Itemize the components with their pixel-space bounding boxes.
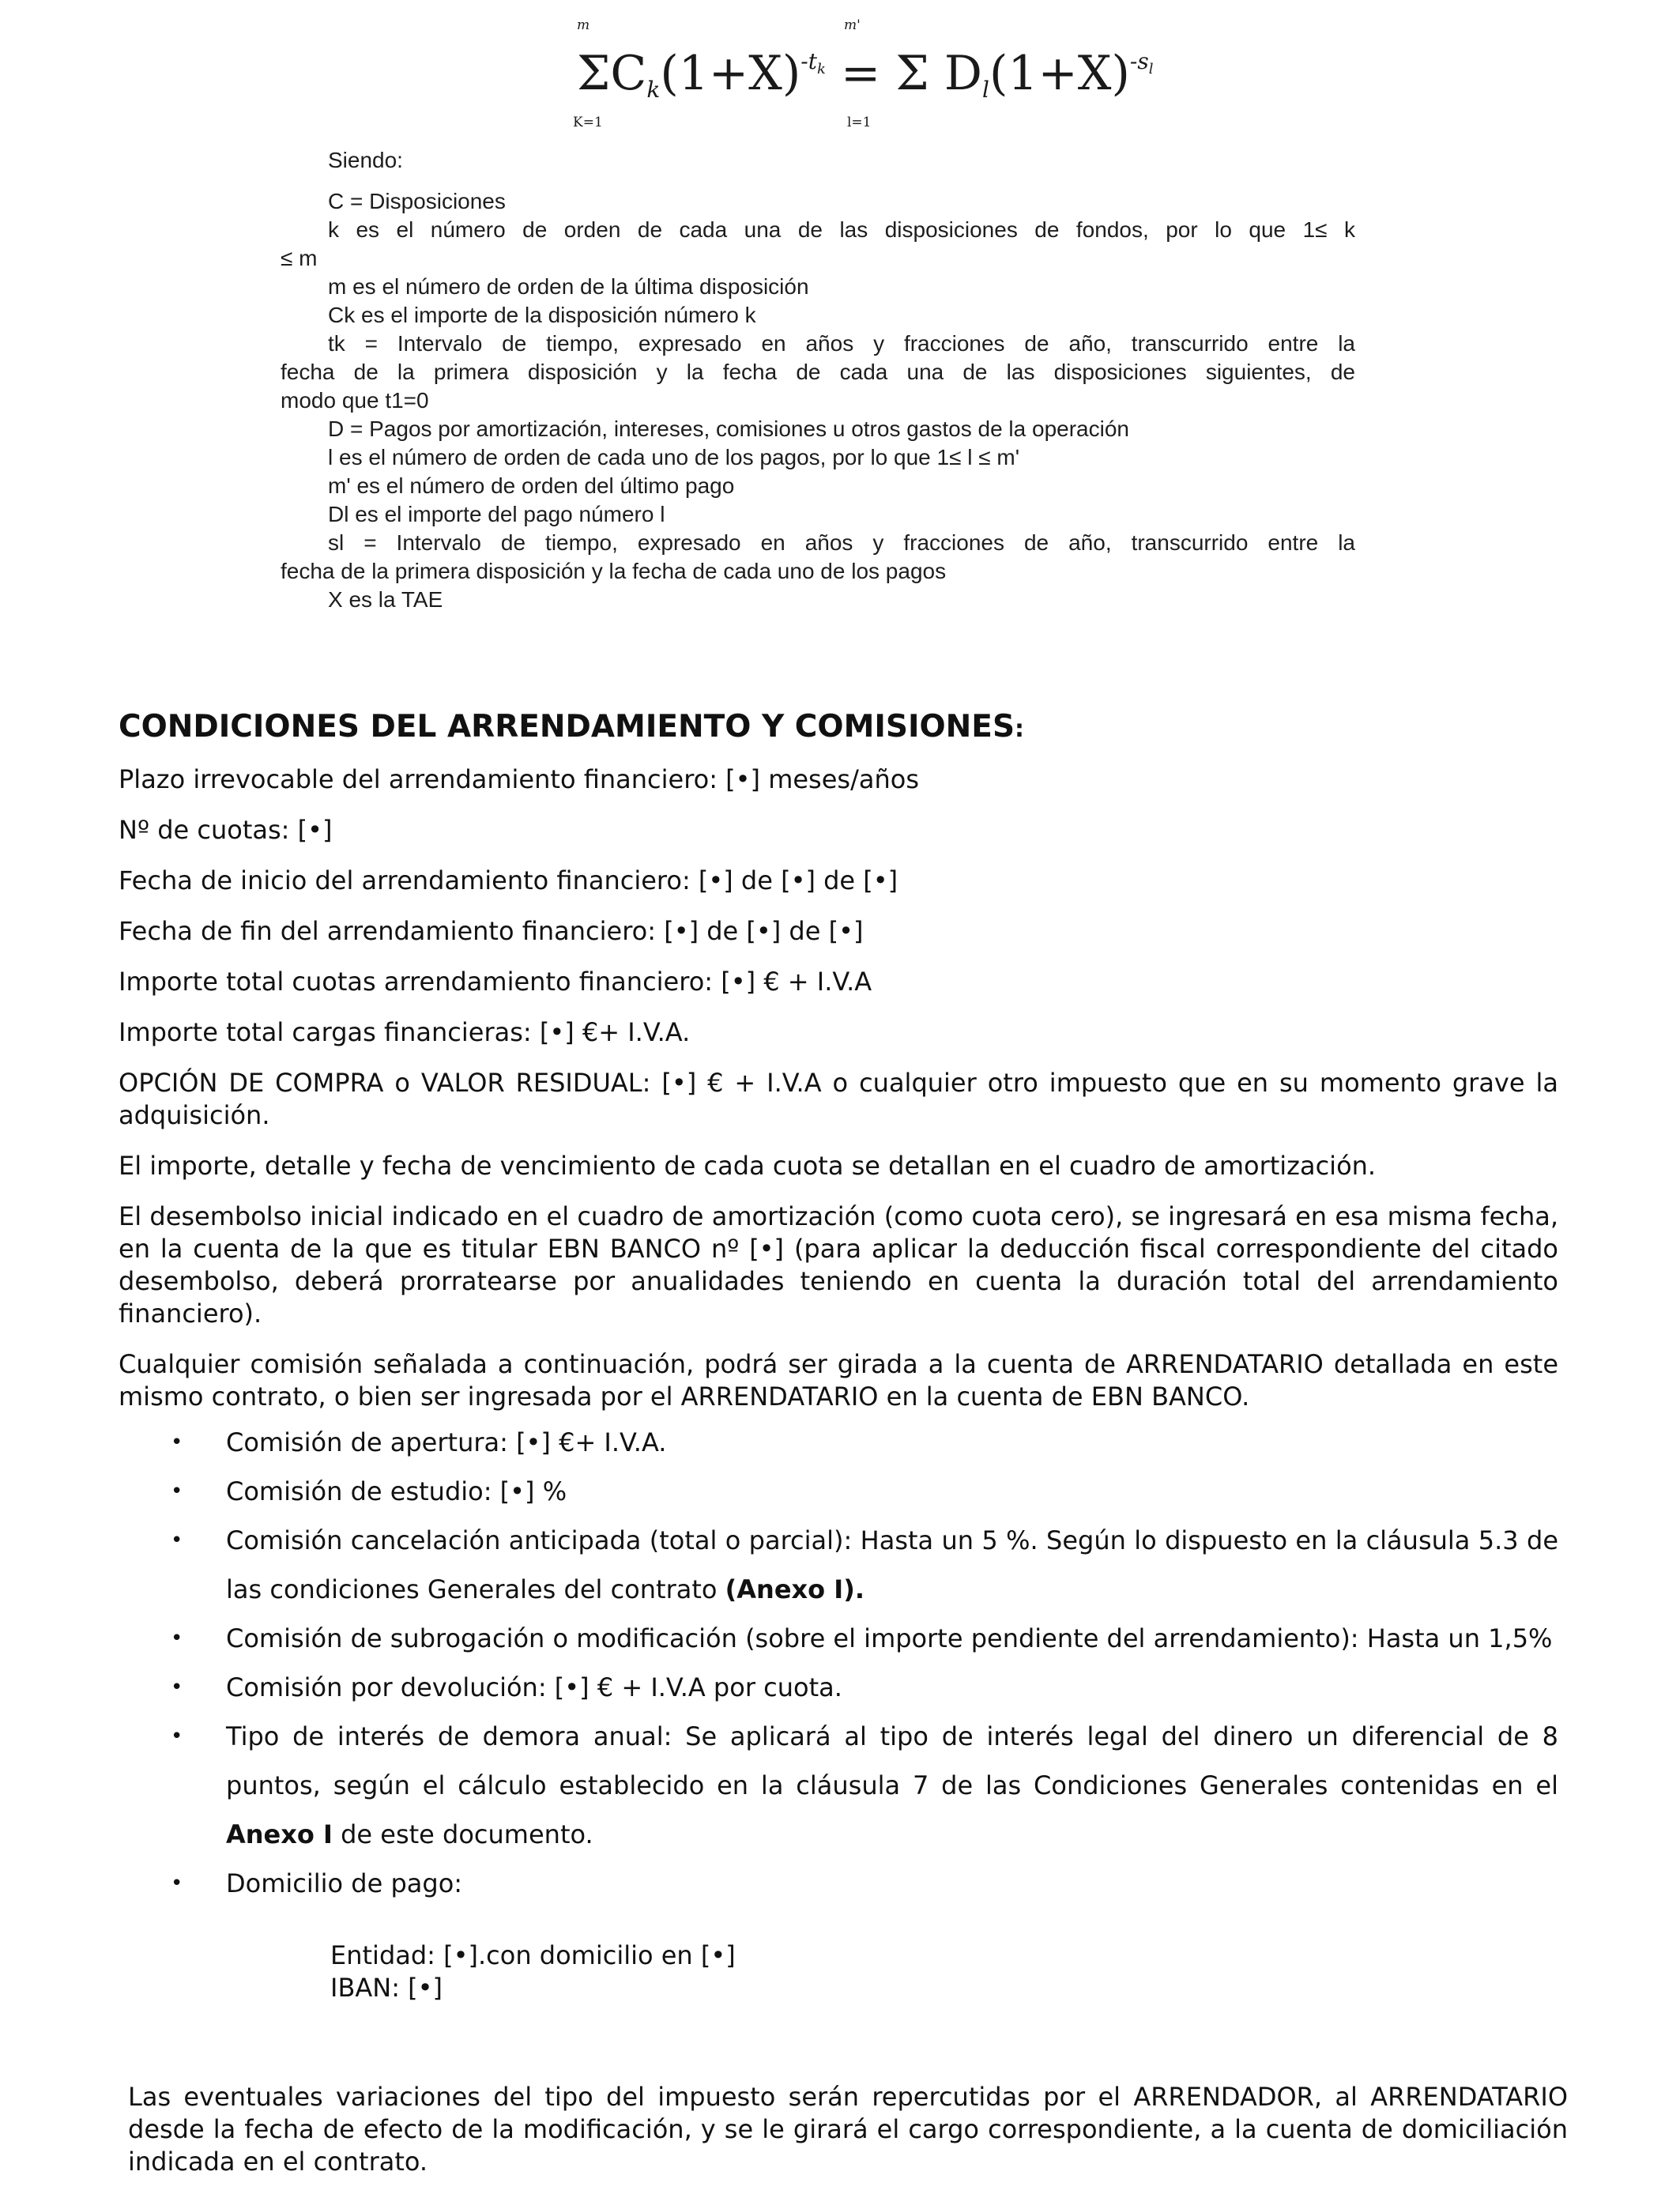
payment-details [119, 1940, 1558, 2004]
definition-line: l es el número de orden de cada uno de los pagos, por lo que 1≤ l ≤ m' [328, 445, 1020, 469]
anexo-reference: (Anexo I). [725, 1574, 864, 1604]
payment-iban: IBAN: [•] [330, 1973, 443, 2003]
paragraph-variaciones-impuesto: Las eventuales variaciones del tipo del impuesto serán repercutidas por el ARRENDADOR, al ARRENDATARIO desde la fecha de efecto de la modificación, y se le girará el cargo correspondiente, a la cuenta de domiciliación indicada en el contrato. [128, 2082, 1568, 2177]
paragraph-cargas-financieras: Importe total cargas financieras: [•] €+ I.V.A. [119, 1017, 691, 1047]
bullet-icon: • [171, 1872, 183, 1895]
definition-line: tk = Intervalo de tiempo, expresado en años y fracciones de año, transcurrido entre la [328, 331, 1355, 356]
paragraph-desembolso-inicial: El desembolso inicial indicado en el cuadro de amortización (como cuota cero), se ingresará en esa misma fecha, en la cuenta de la que es titular EBN BANCO nº [•] (para aplicar la deducción fiscal correspondiente del citado desembolso, deberá prorratearse por anualidades teniendo en cuenta la duración total del arrendamiento financiero). [119, 1201, 1558, 1329]
formula-rhs-paren: (1+X) [989, 46, 1130, 101]
definition-line: D = Pagos por amortización, intereses, comisiones u otros gastos de la operación [328, 417, 1129, 441]
tae-formula [553, 16, 1154, 134]
payment-entity: Entidad: [•].con domicilio en [•] [330, 1940, 736, 1970]
paragraph-fecha-inicio: Fecha de inicio del arrendamiento financiero: [•] de [•] de [•] [119, 865, 898, 895]
formula-rhs-exp-sub: l [1148, 61, 1154, 77]
bullet-icon: • [171, 1627, 183, 1650]
list-item [119, 1859, 1558, 1908]
list-item [119, 1663, 1558, 1712]
bullet-icon: • [171, 1676, 183, 1699]
formula-definitions [281, 146, 1355, 614]
anexo-reference: Anexo I [226, 1819, 333, 1849]
paragraph-opcion-compra: OPCIÓN DE COMPRA o VALOR RESIDUAL: [•] € + I.V.A o cualquier otro impuesto que en su momento grave la adquisición. [119, 1068, 1558, 1130]
commission-subrogacion: Comisión de subrogación o modificación (sobre el importe pendiente del arrendamiento): Hasta un 1,5% [226, 1623, 1553, 1653]
definition-line: k es el número de orden de cada una de las disposiciones de fondos, por lo que 1≤ k [328, 217, 1355, 242]
definition-line: m' es el número de orden del último pago [328, 473, 735, 498]
commission-list [119, 1418, 1558, 1908]
definition-line: C = Disposiciones [328, 189, 506, 213]
definition-line: Ck es el importe de la disposición número k [328, 303, 756, 327]
formula-rhs-exp: -s [1129, 48, 1149, 74]
definition-line: modo que t1=0 [281, 388, 429, 413]
definition-line: fecha de la primera disposición y la fecha de cada uno de los pagos [281, 559, 947, 583]
domicilio-pago-label: Domicilio de pago: [226, 1868, 463, 1898]
bullet-icon: • [171, 1725, 183, 1748]
bullet-icon: • [171, 1529, 183, 1552]
definition-line: ≤ m [281, 246, 318, 270]
list-item [119, 1467, 1558, 1516]
list-item [119, 1418, 1558, 1467]
definition-line: sl = Intervalo de tiempo, expresado en años y fracciones de año, transcurrido entre la [328, 530, 1355, 555]
section-title-colon: : [1015, 715, 1025, 743]
interes-demora-tail: de este documento. [332, 1819, 593, 1849]
commission-devolucion: Comisión por devolución: [•] € + I.V.A por cuota. [226, 1672, 842, 1702]
section-heading [119, 707, 1558, 749]
formula-lower-limit-left: K=1 [573, 115, 603, 130]
list-item [119, 1712, 1558, 1859]
paragraph-cuadro-amortizacion: El importe, detalle y fecha de vencimiento de cada cuota se detallan en el cuadro de amortización. [119, 1151, 1377, 1181]
formula-lhs-paren: (1+X) [660, 46, 801, 101]
definition-line: X es la TAE [328, 587, 443, 612]
section-title: CONDICIONES DEL ARRENDAMIENTO Y COMISIONES [119, 709, 1015, 745]
commission-cancelacion: Comisión cancelación anticipada (total o parcial): Hasta un 5 %. Según lo dispuesto en la cláusula 5.3 de las condiciones Generales del contrato [226, 1525, 1558, 1604]
formula-lhs-exp: -t [800, 48, 818, 74]
commission-apertura: Comisión de apertura: [•] €+ I.V.A. [226, 1427, 667, 1457]
formula-equals: = Σ [825, 46, 944, 101]
definition-line: fecha de la primera disposición y la fecha de cada una de las disposiciones siguientes, de [281, 360, 1355, 384]
commission-estudio: Comisión de estudio: [•] % [226, 1476, 567, 1506]
paragraph-cuotas: Nº de cuotas: [•] [119, 815, 333, 845]
conditions-section [119, 707, 1558, 2004]
formula-upper-limit-right: m' [844, 17, 861, 33]
definition-line: m es el número de orden de la última disposición [328, 274, 809, 299]
formula-lhs-sub: k [646, 77, 661, 103]
formula-lhs-base: ΣC [577, 46, 647, 101]
paragraph-plazo: Plazo irrevocable del arrendamiento financiero: [•] meses/años [119, 764, 919, 794]
bullet-icon: • [171, 1431, 183, 1454]
siendo-label: Siendo: [328, 148, 403, 172]
paragraph-comisiones-intro: Cualquier comisión señalada a continuación, podrá ser girada a la cuenta de ARRENDATARIO detallada en este mismo contrato, o bien ser ingresada por el ARRENDATARIO en la cuenta de EBN BANCO. [119, 1349, 1558, 1412]
list-item [119, 1614, 1558, 1663]
list-item [119, 1516, 1558, 1614]
paragraph-importe-cuotas: Importe total cuotas arrendamiento financiero: [•] € + I.V.A [119, 967, 872, 997]
formula-equation [577, 46, 1154, 103]
formula-rhs-base: D [944, 46, 982, 101]
formula-lower-limit-right: l=1 [847, 115, 872, 130]
definition-line: Dl es el importe del pago número l [328, 502, 665, 526]
formula-rhs-sub: l [981, 77, 989, 103]
formula-upper-limit-left: m [577, 17, 590, 33]
bullet-icon: • [171, 1480, 183, 1503]
paragraph-fecha-fin: Fecha de fin del arrendamiento financiero: [•] de [•] de [•] [119, 916, 864, 946]
interes-demora: Tipo de interés de demora anual: Se aplicará al tipo de interés legal del dinero un diferencial de 8 puntos, según el cálculo establecido en la cláusula 7 de las Condiciones Generales contenidas en el [226, 1721, 1558, 1800]
formula-lhs-exp-sub: k [817, 61, 826, 77]
